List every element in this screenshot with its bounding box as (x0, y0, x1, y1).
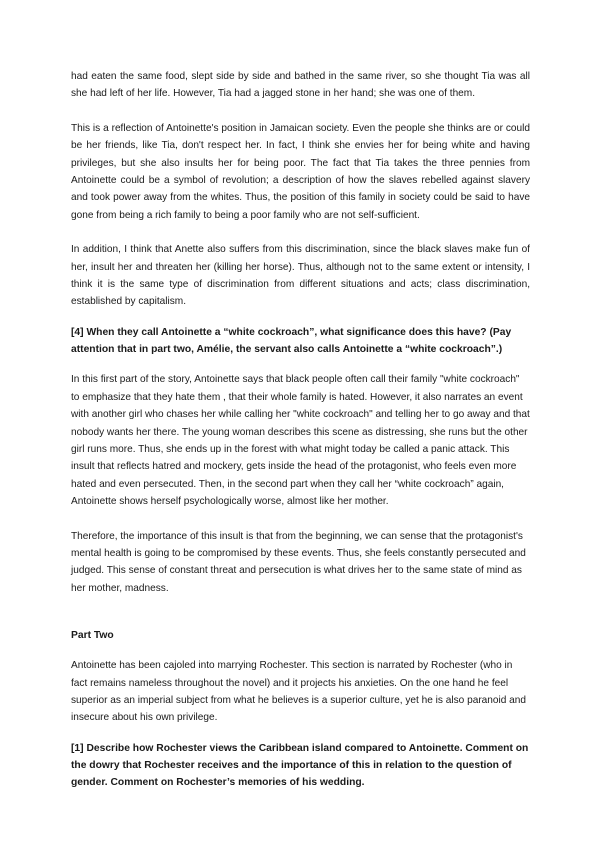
question-4: [4] When they call Antoinette a “white cockroach”, what significance does this have? (Pay attention that in part two, Amélie, the servant also calls Antoinette a “white cockroach”.) (71, 326, 512, 356)
paragraph-society-position: This is a reflection of Antoinette's position in Jamaican society. Even the people she thinks are or could be her friends, like Tia, don't respect her. In fact, I think she envies her for being white and having privileges, but she also insults her for being poor. The fact that Tia takes the three pennies from Antoinette could be a symbol of revolution; a description of how the slaves rebelled against slavery and took power away from the whites. Thus, the position of this family in society could be said to have gone from being a rich family to being a poor family who are not self-sufficient. (71, 122, 530, 221)
section-heading-part-two: Part Two (71, 630, 114, 642)
paragraph-insult-importance: Therefore, the importance of this insult is that from the beginning, we can sense that the protagonist's mental health is going to be compromised by these events. Thus, she feels constantly persecuted and judged. This sense of constant threat and persecution is what drives her to the same state of mind as her mother, madness. (71, 530, 526, 594)
question-1: [1] Describe how Rochester views the Caribbean island compared to Antoinette. Comment on the dowry that Rochester receives and the importance of this in relation to the question of gender. Comment on Rochester’s memories of his wedding. (71, 742, 529, 789)
paragraph-anette-discrimination: In addition, I think that Anette also suffers from this discrimination, since the black slaves make fun of her, insult her and threaten her (killing her horse). Thus, although not to the same extent or intensity, I think it is the same type of discrimination from different situations and acts; class discrimination, established by capitalism. (71, 244, 530, 308)
paragraph-white-cockroach: In this first part of the story, Antoinette says that black people often call their family "white cockroach" to emphasize that they hate them , that their whole family is hated. However, it also narrates an event with another girl who chases her while calling her "white cockroach" and telling her to go away and that nobody wants her there. The young woman describes this scene as distressing, she runs but the other girl runs more. Thus, she ends up in the forest with what might today be called a panic attack. This insult that reflects hatred and mockery, gets inside the head of the protagonist, who feels even more hated and even persecuted. Then, in the second part when they call her “white cockroach” again, Antoinette shows herself psychologically worse, almost like her mother. (71, 374, 530, 508)
paragraph-tia-stone: had eaten the same food, slept side by side and bathed in the same river, so she thought Tia was all she had left of her life. However, Tia had a jagged stone in her hand; she was one of them. (71, 71, 530, 100)
paragraph-rochester-intro: Antoinette has been cajoled into marrying Rochester. This section is narrated by Rochester (who in fact remains nameless throughout the novel) and it projects his anxieties. On the one hand he feel superior as an imperial subject from what he believes is a superior culture, yet he is also paranoid and insecure about his own privilege. (71, 660, 527, 724)
